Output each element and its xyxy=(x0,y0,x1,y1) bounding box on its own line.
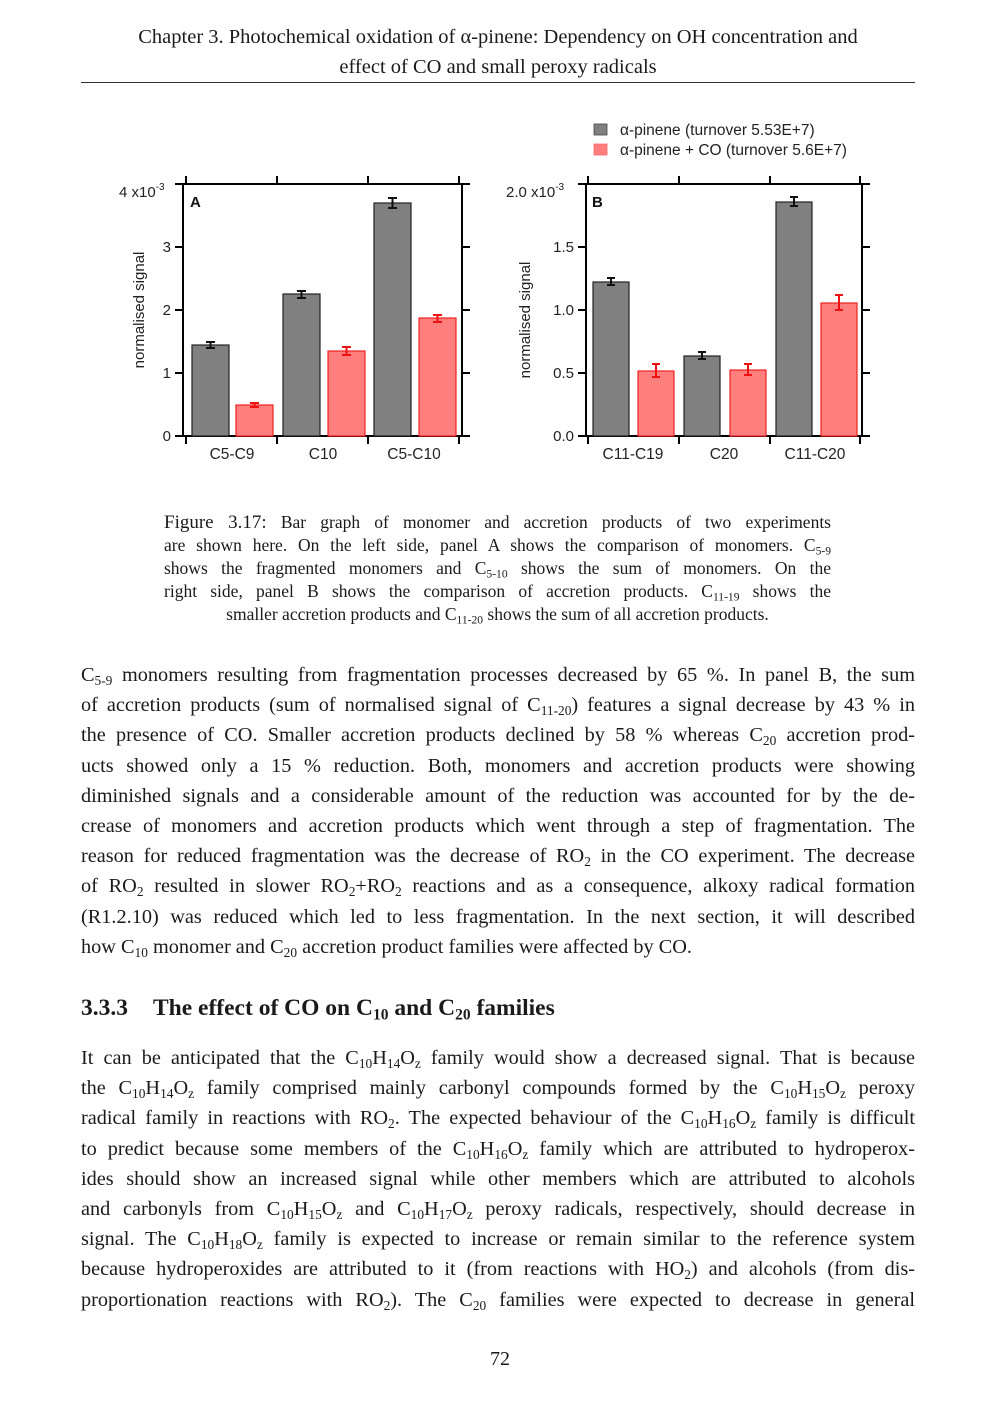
bar-a-c5c9-apinene xyxy=(192,345,229,436)
bar-a-c10-apinene xyxy=(283,294,320,436)
bar-b-c11c19-co xyxy=(638,371,674,436)
panel-a-bars xyxy=(192,203,456,436)
panel-b-bars xyxy=(593,202,857,436)
page-number: 72 xyxy=(490,1348,510,1370)
panel-b-letter: B xyxy=(592,194,603,211)
paragraph-2: It can be anticipated that the $C_{10}H_{14}O_z$ family would show a decreased signal. That is because the $C_{10}H_{14}O_z$ family comprised mainly carbonyl compounds formed by the $C_{10}H_{15}O_z$ peroxy radical family in reactions with $RO_2$. The expected behaviour of the $C_{10}H_{16}O_z$ family is difficult to predict because some members of the $C_{10}H_{16}O_z$ family which are attributed to hydroperox- ides should show an increased signal while other members which are attributed to alcohols and carbonyls from $C_{10}H_{15}O_z$ and $C_{10}H_{17}O_z$ peroxy radicals, respectively, should decrease in signal. The $C_{10}H_{18}O_z$ family is expected to increase or remain similar to the reference system because hydroperoxides are attributed to it (from reactions with $HO_2$) and alcohols (from dis- proportionation reactions with $RO_2$). The $C_{20}$ families were expected to decrease in general xyxy=(81,1047,916,1313)
header-rule xyxy=(81,82,915,83)
panel-b-xtick-labels xyxy=(603,446,846,463)
running-head xyxy=(81,22,915,82)
panel-a-letter: A xyxy=(190,194,201,211)
legend-swatch-apinene-co xyxy=(594,144,607,155)
bar-b-c11c19-apinene xyxy=(593,282,629,436)
bar-a-c5c10-apinene xyxy=(374,203,411,436)
figure-3-17 xyxy=(0,100,1000,480)
caption-line: are shown here. On the left side, panel A shows the comparison of monomers. $C_{5-9}$ xyxy=(164,535,831,558)
svg-text:0.0: 0.0 xyxy=(553,428,574,445)
panel-b-ytick-labels xyxy=(553,239,574,445)
caption-label: Figure 3.17: xyxy=(164,512,267,533)
bar-a-c5c10-co xyxy=(419,318,456,436)
svg-text:1.0: 1.0 xyxy=(553,302,574,319)
svg-text:3: 3 xyxy=(162,239,171,256)
legend-swatch-apinene xyxy=(594,124,607,135)
legend-label-apinene-co: α-pinene + CO (turnover 5.6E+7) xyxy=(620,142,847,159)
svg-text:C20: C20 xyxy=(709,446,739,463)
caption-line: shows the fragmented monomers and $C_{5-10}$ shows the sum of monomers. On the xyxy=(164,558,831,581)
figure-caption xyxy=(164,511,831,626)
panel-b xyxy=(506,176,870,463)
running-head-line2: effect of CO and small peroxy radicals xyxy=(339,56,657,78)
section-heading xyxy=(81,995,555,1022)
bar-b-c11c20-apinene xyxy=(776,202,812,436)
caption-line: right side, panel B shows the comparison of accretion products. $C_{11-19}$ shows the xyxy=(164,581,831,604)
legend-label-apinene: α-pinene (turnover 5.53E+7) xyxy=(620,122,815,139)
svg-text:C10: C10 xyxy=(308,446,338,463)
svg-text:2: 2 xyxy=(162,302,171,319)
svg-text:1.5: 1.5 xyxy=(553,239,574,256)
bar-a-c10-co xyxy=(328,351,365,436)
panel-a-scale-label: 4 $x10^{-3}$ xyxy=(119,182,165,201)
paragraph-1: $C_{5-9}$ monomers resulting from fragmentation processes decreased by 65 %. In panel B, the sum of accretion products (sum of normalised signal of $C_{11-20}$) features a signal decrease by 43 % in the presence of CO. Smaller accretion products declined by 58 % whereas $C_{20}$ accretion prod- ucts showed only a 15 % reduction. Both, monomers and accretion products were showing diminished signals and a considerable amount of the reduction was accounted for by the de- crease of monomers and accretion products which went through a step of fragmentation. The reason for reduced fragmentation was the decrease of $RO_2$ in the CO experiment. The decrease of $RO_2$ resulted in slower $RO_2+RO_2$ reactions and as a consequence, alkoxy radical formation (R1.2.10) was reduced which led to less fragmentation. In the next section, it will described how $C_{10}$ monomer and $C_{20}$ accretion product families were affected by CO. xyxy=(81,664,915,960)
section-number: 3.3.3 xyxy=(81,995,128,1021)
svg-text:C11-C19: C11-C19 xyxy=(602,446,664,463)
panel-b-scale-label: 2.0 $x10^{-3}$ xyxy=(506,182,565,201)
chart-legend xyxy=(594,122,847,159)
svg-text:C5-C10: C5-C10 xyxy=(387,446,441,463)
panel-a-ylabel: normalised signal xyxy=(131,251,148,369)
caption-line: smaller accretion products and $C_{11-20}$ shows the sum of all accretion products. xyxy=(226,604,769,627)
svg-text:0.5: 0.5 xyxy=(553,365,574,382)
svg-text:C11-C20: C11-C20 xyxy=(784,446,846,463)
panel-b-ylabel: normalised signal xyxy=(517,261,534,379)
caption-line: Figure 3.17: Bar graph of monomer and accretion products of two experiments xyxy=(164,512,831,533)
panel-a xyxy=(119,176,470,463)
svg-text:C5-C9: C5-C9 xyxy=(209,446,255,463)
bar-b-c20-co xyxy=(730,370,766,436)
bar-a-c5c9-co xyxy=(236,405,273,436)
running-head-line1: Chapter 3. Photochemical oxidation of α-pinene: Dependency on OH concentration and xyxy=(138,26,858,48)
bar-b-c11c20-co xyxy=(821,303,857,436)
panel-a-xtick-labels xyxy=(210,446,441,463)
svg-text:0: 0 xyxy=(162,428,171,445)
section-title: The effect of CO on $C_{10}$ and $C_{20}$ families xyxy=(153,995,555,1024)
panel-a-ytick-labels xyxy=(163,239,171,445)
svg-text:1: 1 xyxy=(162,365,171,382)
bar-b-c20-apinene xyxy=(684,356,720,436)
